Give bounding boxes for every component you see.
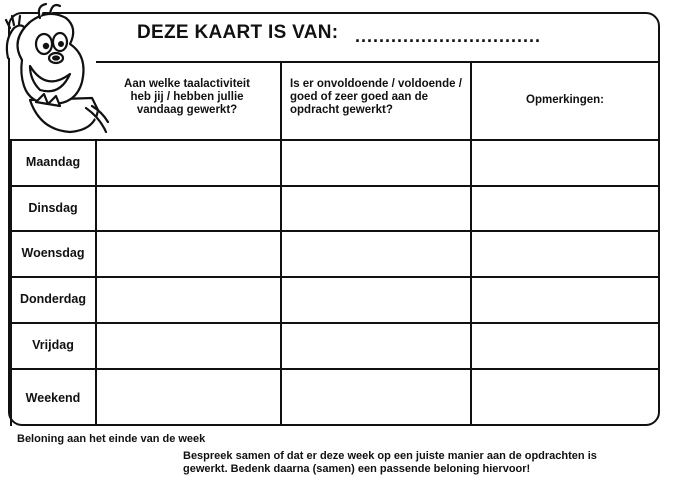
day-label-thursday: Donderdag bbox=[20, 292, 86, 306]
column-header-remarks: Opmerkingen: bbox=[526, 94, 604, 106]
day-label-wednesday: Woensdag bbox=[21, 246, 85, 260]
column-header-activity: Aan welke taalactiviteit heb jij / hebben jullie vandaag gewerkt? bbox=[124, 78, 250, 116]
grid-line bbox=[96, 61, 660, 63]
grid-line bbox=[280, 61, 282, 426]
page-title: DEZE KAART IS VAN: bbox=[137, 22, 339, 43]
day-label-tuesday: Dinsdag bbox=[28, 201, 78, 215]
name-blank: ............................... bbox=[355, 26, 542, 46]
column-header-rating: Is er onvoldoende / voldoende / goed of zeer goed aan de opdracht gewerkt? bbox=[290, 78, 462, 116]
table-cell[interactable] bbox=[97, 141, 279, 184]
grid-line bbox=[10, 185, 660, 187]
table-cell[interactable] bbox=[282, 141, 469, 184]
table-cell[interactable] bbox=[472, 141, 658, 184]
day-label-weekend: Weekend bbox=[25, 391, 81, 405]
grid-line bbox=[10, 322, 660, 324]
reward-label: Beloning aan het einde van de week bbox=[17, 433, 206, 445]
grid-line bbox=[10, 230, 660, 232]
grid-line bbox=[10, 139, 12, 426]
grid-line bbox=[10, 368, 660, 370]
grid-line bbox=[470, 61, 472, 426]
grid-line bbox=[10, 276, 660, 278]
day-label-friday: Vrijdag bbox=[32, 338, 74, 352]
day-label-monday: Maandag bbox=[25, 155, 81, 169]
reward-text: Bespreek samen of dat er deze week op een juiste manier aan de opdrachten is gewerkt. Bedenk daarna (samen) een passende beloning hiervoor! bbox=[183, 450, 597, 475]
cartoon-dog-mascot-icon bbox=[0, 0, 115, 140]
